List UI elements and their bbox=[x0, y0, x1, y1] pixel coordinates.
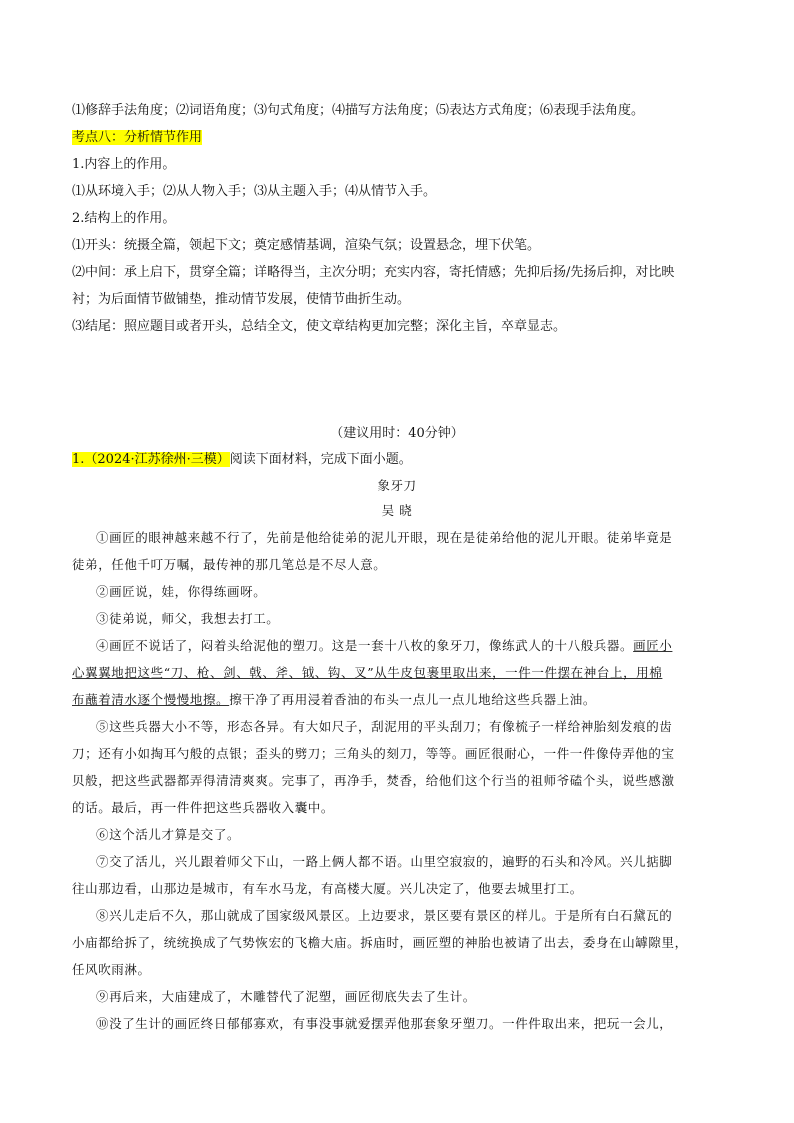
paragraph-9: ⑨再后来，大庙建成了，木雕替代了泥塑，画匠彻底失去了生计。 bbox=[96, 989, 476, 1004]
paragraph-1-line1: ①画匠的眼神越来越不行了，先前是他给徒弟的泥儿开眼，现在是徒弟给他的泥儿开眼。徒弟毕竟是 bbox=[96, 530, 673, 545]
paragraph-1-line2: 徒弟，任他千叮万嘱，最传神的那几笔总是不尽人意。 bbox=[72, 557, 387, 572]
time-hint: （建议用时：40分钟） bbox=[330, 426, 464, 441]
paragraph-5-line2: 刀；还有小如掏耳勺般的点银；歪头的劈刀；三角头的刻刀，等等。画匠很耐心，一件一件像侍弄他的宝 bbox=[72, 746, 675, 761]
question-prompt: 阅读下面材料，完成下面小题。 bbox=[229, 452, 412, 467]
paragraph-5-line4: 的话。最后，再一件件把这些兵器收入囊中。 bbox=[72, 800, 335, 815]
paragraph-4-line3 bbox=[72, 690, 596, 710]
question-source: 1.（2024·江苏徐州·三模） bbox=[72, 452, 230, 467]
paragraph-4-plain: ④画匠不说话了，闷着头给泥他的塑刀。这是一套十八枚的象牙刀，像练武人的十八般兵器。 bbox=[96, 638, 634, 653]
point8-heading: 考点八：分析情节作用 bbox=[72, 130, 203, 145]
paragraph-10-line1: ⑩没了生计的画匠终日郁郁寡欢，有事没事就爱摆弄他那套象牙塑刀。一件件取出来，把玩一会儿， bbox=[96, 1016, 673, 1031]
section-heading bbox=[72, 128, 202, 148]
content-effect-title: 1.内容上的作用。 bbox=[72, 157, 176, 172]
intro-line: ⑴修辞手法角度；⑵词语角度；⑶句式角度；⑷描写方法角度；⑸表达方式角度；⑹表现手法角度。 bbox=[72, 103, 645, 118]
question-1 bbox=[72, 450, 412, 470]
article-author: 吴 晓 bbox=[381, 503, 413, 518]
structure-effect-title: 2.结构上的作用。 bbox=[72, 211, 176, 226]
underlined-sentence-end: 布蘸着清水逐个慢慢地擦。 bbox=[72, 692, 230, 707]
paragraph-7-line1: ⑦交了活儿，兴儿跟着师父下山，一路上俩人都不语。山里空寂寂的，遍野的石头和冷风。兴儿掂脚 bbox=[96, 854, 673, 869]
paragraph-3: ③徒弟说，师父，我想去打工。 bbox=[96, 611, 280, 626]
paragraph-4-line1 bbox=[96, 636, 672, 656]
paragraph-8-line3: 任风吹雨淋。 bbox=[72, 962, 151, 977]
article-title: 象牙刀 bbox=[377, 478, 417, 493]
paragraph-8-line2: 小庙都给拆了，统统换成了气势恢宏的飞檐大庙。拆庙时，画匠塑的神胎也被请了出去，委身在山罅隙里， bbox=[72, 935, 688, 950]
structure-opening: ⑴开头：统摄全篇，领起下文；奠定感情基调，渲染气氛；设置悬念，埋下伏笔。 bbox=[72, 238, 541, 253]
underlined-sentence-start: 画匠小 bbox=[633, 638, 673, 653]
paragraph-2: ②画匠说，娃，你得练画呀。 bbox=[96, 584, 267, 599]
content-effect-items: ⑴从环境入手；⑵从人物入手；⑶从主题入手；⑷从情节入手。 bbox=[72, 184, 437, 199]
structure-middle-line1: ⑵中间：承上启下，贯穿全篇；详略得当，主次分明；充实内容，寄托情感；先抑后扬/先扬后抑，对比映 bbox=[72, 265, 675, 280]
paragraph-5-line1: ⑤这些兵器大小不等，形态各异。有大如尺子，刮泥用的平头刮刀；有像梳子一样给神胎刻发痕的齿 bbox=[96, 719, 673, 734]
paragraph-7-line2: 往山那边看，山那边是城市，有车水马龙，有高楼大厦。兴儿决定了，他要去城里打工。 bbox=[72, 881, 583, 896]
paragraph-8-line1: ⑧兴儿走后不久，那山就成了国家级风景区。上边要求，景区要有景区的样儿。于是所有白石黛瓦的 bbox=[96, 908, 673, 923]
structure-middle-line2: 衬；为后面情节做铺垫，推动情节发展，使情节曲折生动。 bbox=[72, 292, 411, 307]
paragraph-6: ⑥这个活儿才算是交了。 bbox=[96, 827, 241, 842]
structure-ending: ⑶结尾：照应题目或者开头，总结全文，使文章结构更加完整；深化主旨，卒章显志。 bbox=[72, 319, 567, 334]
paragraph-4-line2: 心翼翼地把这些“刀、枪、剑、戟、斧、钺、钩、叉”从牛皮包裹里取出来，一件一件摆在神台上，用棉 bbox=[72, 665, 663, 680]
paragraph-5-line3: 贝般，把这些武器都弄得清清爽爽。完事了，再净手，焚香，给他们这个行当的祖师爷磕个头，说些感激 bbox=[72, 773, 675, 788]
paragraph-4-tail: 擦干净了再用浸着香油的布头一点儿一点儿地给这些兵器上油。 bbox=[229, 692, 597, 707]
